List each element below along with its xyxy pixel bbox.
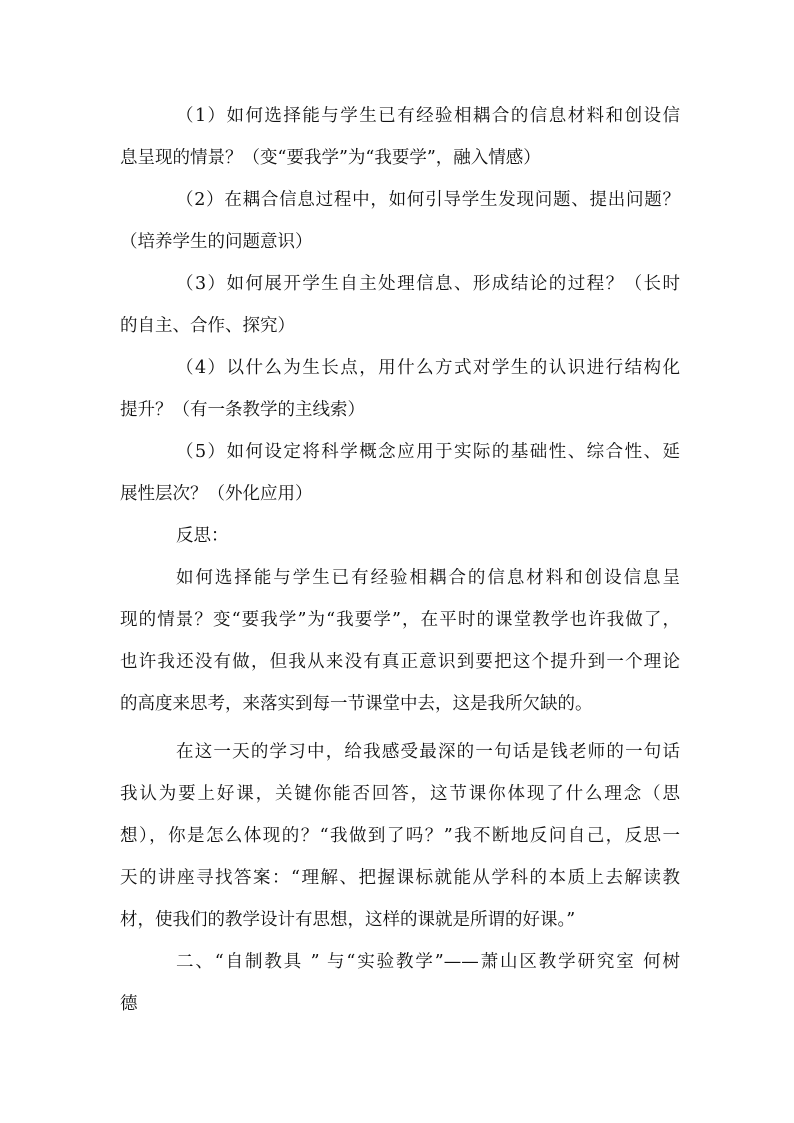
paragraph-line: 想），你是怎么体现的？“我做到了吗？”我不断地反问自己，反思一: [120, 826, 680, 846]
paragraph-line: （1）如何选择能与学生已有经验相耦合的信息材料和创设信: [176, 106, 680, 126]
paragraph-line: 的高度来思考，来落实到每一节课堂中去，这是我所欠缺的。: [120, 694, 593, 714]
paragraph-line: 天的讲座寻找答案：“理解、把握课标就能从学科的本质上去解读教: [120, 868, 680, 888]
paragraph-line: 息呈现的情景？（变“要我学”为“我要学”，融入情感）: [120, 148, 541, 168]
paragraph-line: 在这一天的学习中，给我感受最深的一句话是钱老师的一句话: [176, 742, 680, 762]
paragraph-line: 材，使我们的教学设计有思想，这样的课就是所谓的好课。”: [120, 910, 576, 930]
paragraph-line: 我认为要上好课，关键你能否回答，这节课你体现了什么理念（思: [120, 784, 680, 804]
paragraph-line: （培养学生的问题意识）: [120, 232, 313, 252]
paragraph-line: 现的情景？变“要我学”为“我要学”，在平时的课堂教学也许我做了，: [120, 610, 680, 630]
paragraph-line: 提升？（有一条教学的主线索）: [120, 400, 365, 420]
paragraph-line: （2）在耦合信息过程中，如何引导学生发现问题、提出问题？: [176, 190, 680, 210]
paragraph-line: 展性层次？（外化应用）: [120, 484, 313, 504]
paragraph-line: （4）以什么为生长点，用什么方式对学生的认识进行结构化: [176, 358, 680, 378]
paragraph-line: （3）如何展开学生自主处理信息、形成结论的过程？（长时: [176, 274, 680, 294]
section-title-line: 二、“自制教具 ” 与“实验教学”——萧山区教学研究室 何树: [176, 952, 680, 972]
paragraph-line: 如何选择能与学生已有经验相耦合的信息材料和创设信息呈: [176, 568, 680, 588]
section-heading: 反思：: [176, 526, 229, 546]
section-title-line: 德: [120, 994, 138, 1014]
paragraph-line: 的自主、合作、探究）: [120, 316, 295, 336]
paragraph-line: 也许我还没有做，但我从来没有真正意识到要把这个提升到一个理论: [120, 652, 680, 672]
paragraph-line: （5）如何设定将科学概念应用于实际的基础性、综合性、延: [176, 442, 680, 462]
